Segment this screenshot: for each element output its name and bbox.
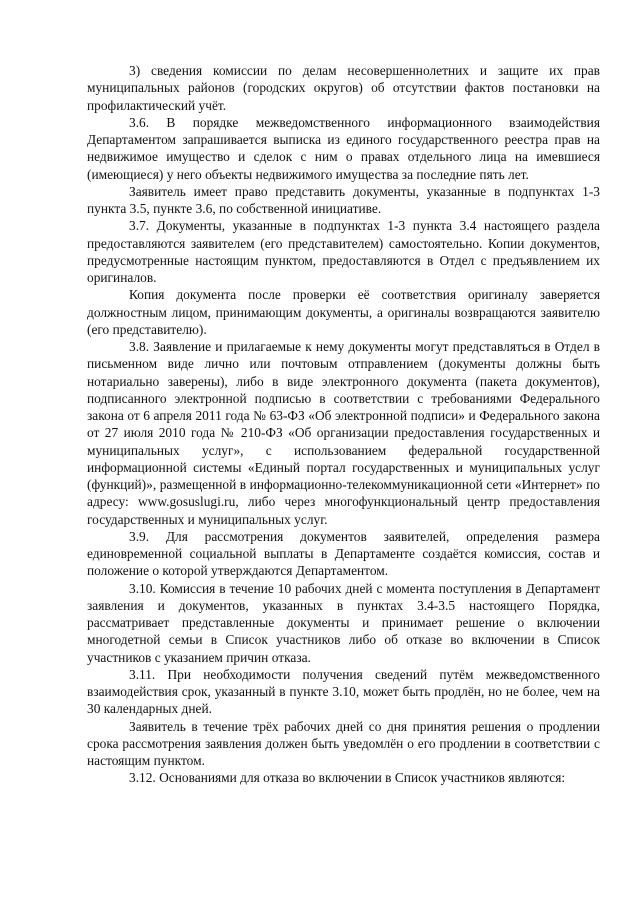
document-page xyxy=(87,62,600,787)
paragraph-item-3-info: 3) сведения комиссии по делам несовершеннолетних и защите их прав муниципальных районов (городских округов) об отсутствии фактов постановки на профилактический учёт. xyxy=(87,63,600,113)
paragraph-3-12: 3.12. Основаниями для отказа во включении в Список участников являются: xyxy=(129,770,566,786)
paragraph-copy-verification: Копия документа после проверки её соответствия оригиналу заверяется должностным лицом, принимающим документы, а оригиналы возвращаются заявителю (его представителю). xyxy=(87,287,600,337)
paragraph-3-11: 3.11. При необходимости получения сведений путём межведомственного взаимодействия срок, указанный в пункте 3.10, может быть продлён, но не более, чем на 30 календарных дней. xyxy=(87,666,600,717)
paragraph-3-7: 3.7. Документы, указанные в подпунктах 1-3 пункта 3.4 настоящего раздела предоставляются заявителем (его представителем) самостоятельно. Копии документов, предусмотренные настоящим пунктом, предоставляются в Отдел с предъявлением их оригиналов. xyxy=(87,218,600,285)
paragraph-3-6: 3.6. В порядке межведомственного информационного взаимодействия Департаментом запрашивается выписка из единого государственного реестра прав на недвижимое имущество и сделок с ним о правах отдельного лица на имевшиеся (имеющиеся) у него объекты недвижимого имущества за последние пять лет. xyxy=(87,114,600,182)
paragraph-3-9: 3.9. Для рассмотрения документов заявителей, определения размера единовременной социальной выплаты в Департаменте создаётся комиссия, состав и положение о которой утверждаются Департаментом. xyxy=(87,528,600,579)
paragraph-3-8: 3.8. Заявление и прилагаемые к нему документы могут представляться в Отдел в письменном виде лично или почтовым отправлением (документы должны быть нотариально заверены), либо в виде электронного документа (пакета документов), подписанного электронной подписью в соответствии с требованиями Федерального закона от 6 апреля 2011 года № 63-ФЗ «Об электронной подписи» и Федерального закона от 27 июля 2010 года № 210-ФЗ «Об организации предоставления государственных и муниципальных услуг», с использованием федеральной государственной информационной системы «Единый портал государственных и муниципальных услуг (функций)», размещенной в информационно-телекоммуникационной сети «Интернет» по адресу: www.gosuslugi.ru, либо через многофункциональный центр предоставления государственных и муниципальных услуг. xyxy=(87,339,600,527)
paragraph-applicant-right: Заявитель имеет право представить документы, указанные в подпунктах 1-3 пункта 3.5, пункте 3.6, по собственной инициативе. xyxy=(87,183,600,216)
paragraph-3-10: 3.10. Комиссия в течение 10 рабочих дней с момента поступления в Департамент заявления и документов, указанных в пунктах 3.4-3.5 настоящего Порядка, рассматривает представленные документы и принимает решение о включении многодетной семьи в Список участников либо об отказе во включении в Список участников с указанием причин отказа. xyxy=(87,580,600,665)
paragraph-extension-notice: Заявитель в течение трёх рабочих дней со дня принятия решения о продлении срока рассмотрения заявления должен быть уведомлён о его продлении в соответствии с настоящим пунктом. xyxy=(87,718,600,768)
